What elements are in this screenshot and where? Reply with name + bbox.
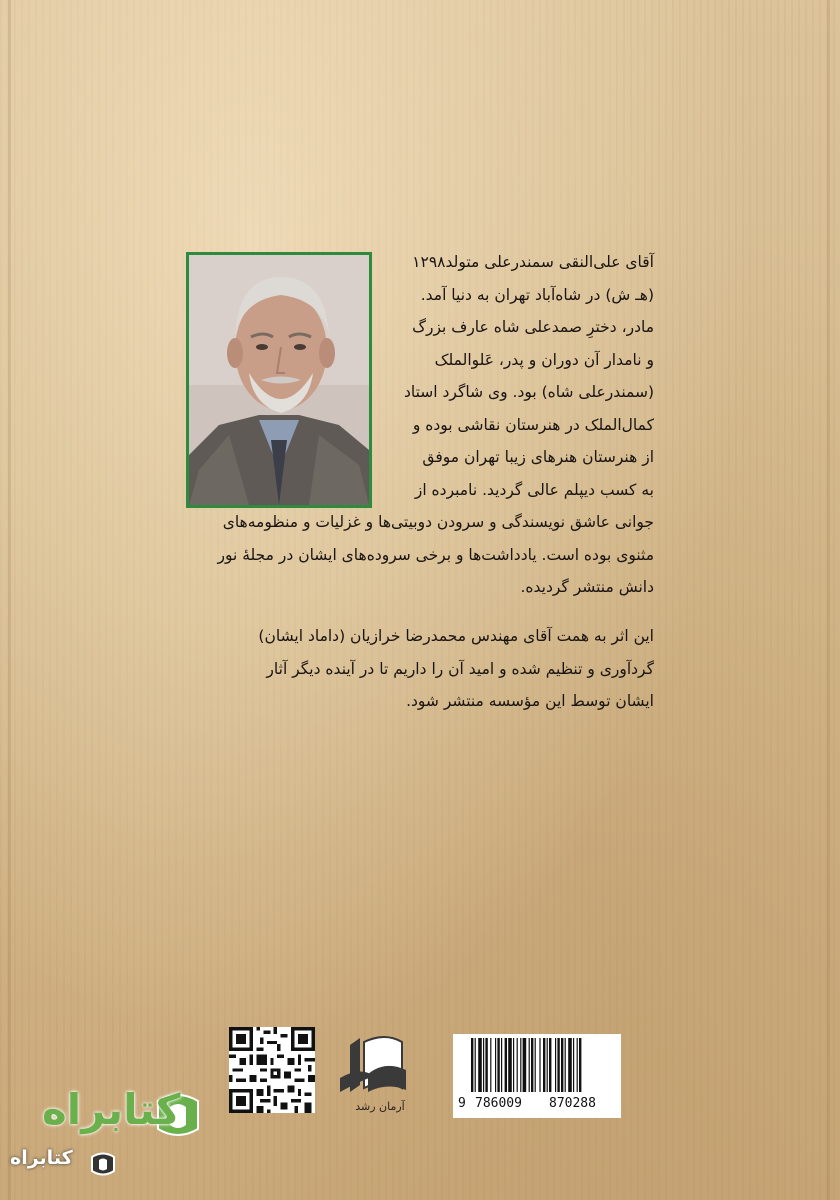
credit-line: گردآوری و تنظیم شده و امید آن را داریم تا در آینده دیگر آثار [266, 659, 654, 678]
bio-line: مثنوی بوده است. یادداشت‌ها و برخی سروده‌های ایشان در مجلهٔ نور [217, 545, 654, 564]
isbn-group-2: 870288 [549, 1096, 596, 1111]
isbn-group-1: 786009 [475, 1096, 522, 1111]
publisher-name: آرمان رشد [355, 1100, 405, 1113]
isbn-barcode [453, 1034, 621, 1118]
credit-text [185, 620, 654, 718]
bio-line: مادر، دخترِ صمدعلی شاه عارف بزرگ [412, 318, 654, 336]
bio-line: جوانی عاشق نویسندگی و سرودن دوبیتی‌ها و غزلیات و منظومه‌های [222, 513, 654, 531]
bio-line: (سمندرعلی شاه) بود. وی شاگرد استاد [403, 383, 654, 401]
biography-full-text [185, 506, 654, 604]
bio-line: از هنرستان هنرهای زیبا تهران موفق [422, 448, 654, 466]
ketabrah-watermark [0, 1083, 210, 1193]
bio-line: به کسب دیپلم عالی گردید. نامبرده از [414, 480, 654, 499]
paper-crease-right [827, 0, 830, 1200]
watermark-large-text: کتابراه [42, 1085, 181, 1134]
paper-crease-left [8, 0, 11, 1200]
barcode-icon [453, 1034, 621, 1094]
qr-code-icon [229, 1027, 315, 1113]
bio-line: و نامدار آن دوران و پدر، عَلوالملک [434, 350, 654, 369]
ketabrah-small-logo-icon [88, 1149, 118, 1179]
qr-code[interactable] [229, 1027, 315, 1113]
book-logo-icon [330, 1030, 430, 1100]
portrait-photo [189, 255, 369, 505]
bio-line: آقای علی‌النقی سمندرعلی متولد۱۲۹۸ [412, 253, 654, 271]
bio-line: کمال‌الملک در هنرستان نقاشی بوده و [412, 415, 654, 434]
isbn-first-digit: 9 [458, 1096, 466, 1111]
author-portrait [186, 252, 372, 508]
credit-line: این اثر به همت آقای مهندس محمدرضا خرازیان (داماد ایشان) [258, 627, 654, 645]
biography-wrapped-text [384, 246, 654, 506]
bio-line: دانش منتشر گردیده. [520, 578, 654, 596]
bio-line: (هـ ش) در شاه‌آباد تهران به دنیا آمد. [420, 285, 654, 304]
watermark-small-text: کتابراه [10, 1147, 73, 1169]
credit-line: ایشان توسط این مؤسسه منتشر شود. [406, 692, 654, 710]
